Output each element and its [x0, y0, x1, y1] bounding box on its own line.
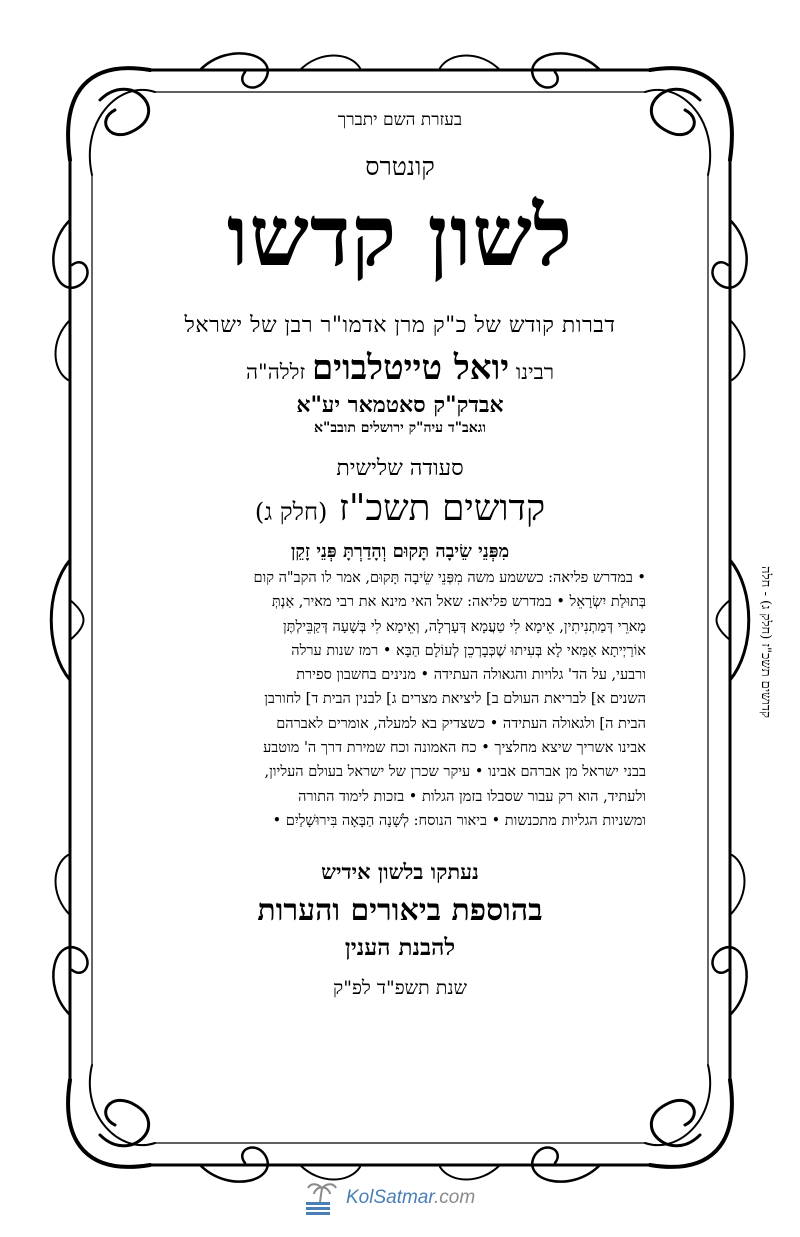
- verse-heading: מִפְּנֵי שֵׂיבָה תָּקוּם וְהָדַרְתָּ פְּנֵי זָקֵן: [290, 541, 510, 562]
- summary-line: בְּתוּלַת יִשְׂרָאֵל • במדרש פליאה: שאל האי מינא את רבי מאיר, אַנְתְּ: [271, 594, 646, 611]
- portion-part: (חלק ג): [254, 498, 328, 526]
- meal-label: סעודה שלישית: [336, 456, 464, 481]
- additions-heading: בהוספת ביאורים והערות: [257, 893, 543, 929]
- summary-line: אבינו אשריך שיצא מחלציך • כח האמונה וכח שמירת דרך ה' מוטבע: [263, 740, 646, 757]
- logo-text: KolSatmar.com: [346, 1187, 476, 1208]
- author-name-line: [150, 348, 650, 388]
- topics-summary: [154, 566, 646, 833]
- author-prefix: רבינו: [515, 360, 555, 384]
- summary-line: אוֹרַיְיתָא אַמַּאי לָא בְּעִיתוּ שֶׁכְּבָרְכֵן לְעוֹלָם הַבָּא • רמז שנות ערלה: [291, 642, 646, 659]
- portion-heading: [150, 487, 650, 529]
- side-caption: קדושים תשכ"ז (חלק ג) - חלה: [758, 566, 773, 718]
- summary-line: בבני ישראל מן אברהם אבינו • עיקר שכרן של ישראל בעולם העליון,: [264, 764, 646, 781]
- palm-tree-logo-icon: [300, 1178, 340, 1218]
- header-blessing: בעזרת השם יתברך: [337, 110, 463, 130]
- kolsatmar-logo[interactable]: [300, 1178, 475, 1218]
- kuntres-label: קונטרס: [365, 152, 435, 181]
- summary-line: הבית ה] ולגאולה העתידה • כשצדיק בא למעלה, אומרים לאברהם: [276, 715, 646, 732]
- author-intro: דברות קודש של כ"ק מרן אדמו"ר רבן של ישראל: [184, 313, 616, 338]
- author-title: אבדק"ק סאטמאר יע"א: [296, 392, 504, 418]
- author-suffix: זללה"ה: [245, 360, 306, 384]
- summary-line: ולעתיד, הוא רק עבור שסבלו בזמן הגלות • בזכות לימוד התורה: [298, 788, 646, 805]
- publication-year: שנת תשפ"ד לפ"ק: [333, 977, 467, 1000]
- summary-line: ורבעי, על הד' גלויות והגאולה העתידה • מנינים בחשבון ספירת: [296, 667, 646, 684]
- understanding-heading: להבנת הענין: [344, 934, 456, 962]
- summary-line: ומשניות הגליות מתכנשות • ביאור הנוסח: לְשָׁנָה הַבָּאָה בִּירוּשָׁלַיִם •: [272, 812, 646, 829]
- translation-note: נעתקו בלשון אידיש: [321, 859, 479, 885]
- author-name: יואל טייטלבוים: [311, 348, 510, 388]
- summary-line: מָארֵי דְּמַתְנִיתִין, אֵימָא לִי טַעֲמָא דְּעָרְלָה, וְאֵימָא לִי בְּשָׁעָה דְּקַבֵּילְתֶּן: [282, 618, 646, 635]
- summary-line: • במדרש פליאה: כששמע משה מִפְּנֵי שֵׂיבָה תָּקוּם, אמר לו הקב"ה קום: [253, 570, 646, 586]
- author-subtitle: וגאב"ד עיה"ק ירושלים תובב"א: [314, 420, 486, 436]
- portion-name: קדושים תשכ"ז: [338, 488, 546, 529]
- summary-line: השנים א] לבריאת העולם ב] ליציאת מצרים ג] לבנין הבית ד] לחורבן: [264, 691, 646, 708]
- title-page-content: [150, 110, 650, 1000]
- page-title: לשון קדשו: [226, 186, 574, 285]
